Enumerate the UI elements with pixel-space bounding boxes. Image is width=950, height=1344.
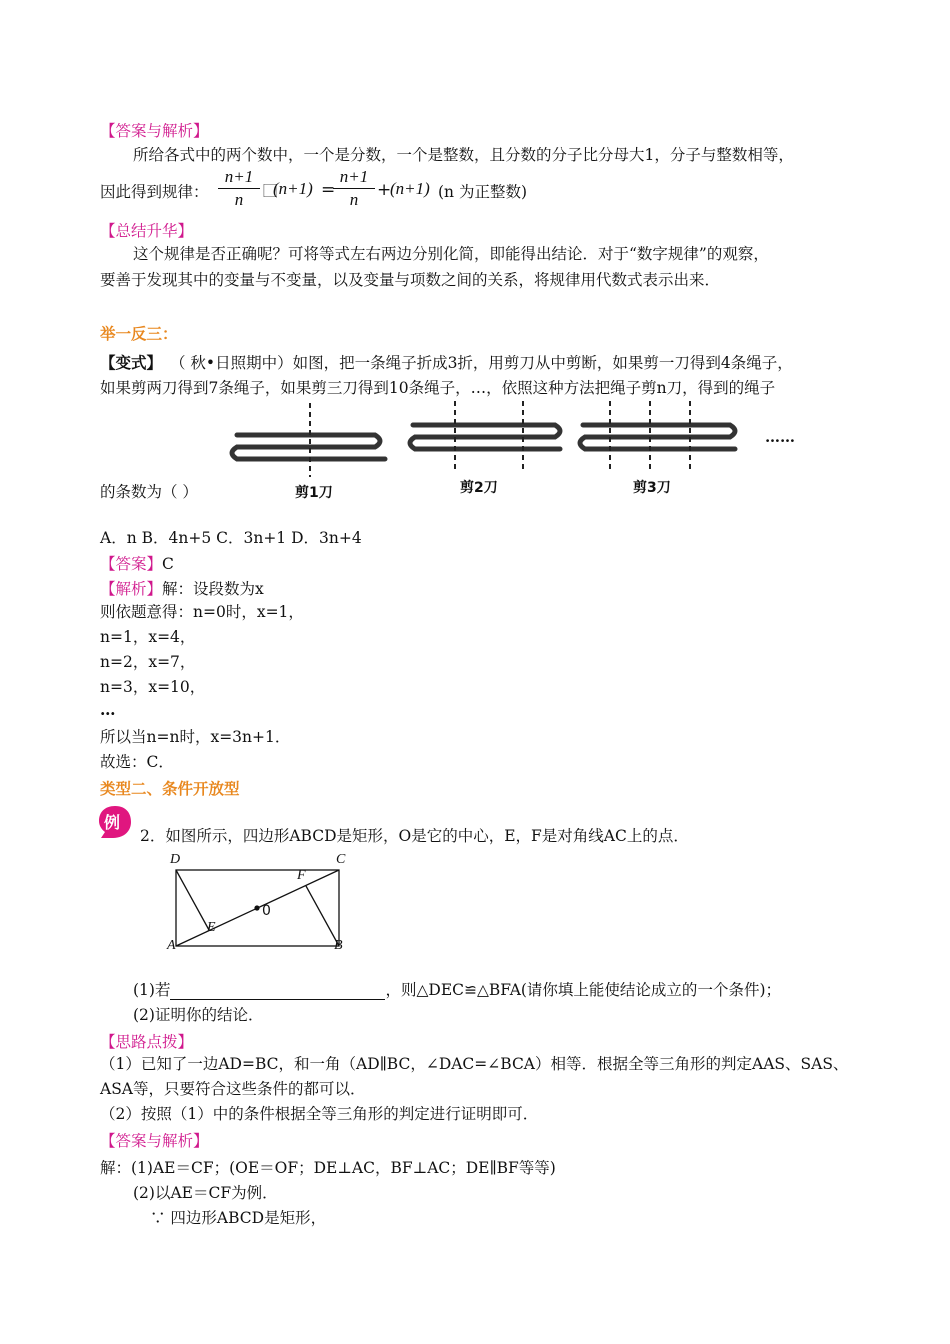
answer-value: C bbox=[162, 555, 174, 573]
answer-options: A．n B．4n+5 C．3n+1 D．3n+4 bbox=[100, 529, 362, 547]
summary-line-2: 要善于发现其中的变量与不变量，以及变量与项数之间的关系，将规律用代数式表示出来． bbox=[100, 271, 721, 289]
cut-label-2: 剪2刀 bbox=[460, 480, 498, 496]
analysis-line-1: 则依题意得：n=0时，x=1， bbox=[100, 603, 304, 621]
answer-label: 【答案】 bbox=[100, 555, 163, 573]
analysis-line-5: … bbox=[100, 700, 116, 719]
example-badge bbox=[97, 804, 133, 840]
question-part-1-suffix: ，则△DEC≌△BFA(请你填上能使结论成立的一个条件)； bbox=[385, 981, 781, 999]
vertex-label-b: B bbox=[334, 938, 343, 953]
variant-label: 【变式】 bbox=[100, 353, 163, 372]
continuation-dots: …… bbox=[765, 428, 795, 446]
center-point-o bbox=[254, 905, 259, 910]
summary-line-1: 这个规律是否正确呢？可将等式左右两边分别化简，即能得出结论．对于“数字规律”的观察， bbox=[133, 245, 769, 263]
frac-denominator: n bbox=[234, 190, 244, 209]
answer-row bbox=[100, 552, 174, 574]
analysis-line-3: n=2，x=7， bbox=[100, 653, 196, 671]
segment-bf bbox=[306, 886, 339, 946]
point-label-e: E bbox=[207, 920, 216, 935]
rectangle-figure bbox=[160, 850, 360, 960]
operator-box: ⃞ bbox=[263, 184, 277, 200]
question-part-2: (2)证明你的结论． bbox=[133, 1006, 264, 1024]
analysis-line-4: n=3，x=10， bbox=[100, 678, 206, 696]
analysis-line-7: 故选：C． bbox=[100, 753, 174, 771]
point-label-o: 0 bbox=[262, 903, 271, 919]
rope-1 bbox=[232, 435, 385, 459]
variant-question-line-1: （ 秋•日照期中）如图，把一条绳子折成3折，用剪刀从中剪断，如果剪一刀得到4条绳子， bbox=[170, 354, 793, 372]
formula-paren-2: (n+1) bbox=[390, 179, 430, 198]
answer-analysis-header-2: 【答案与解析】 bbox=[100, 1132, 209, 1150]
frac-numerator-2: n+1 bbox=[339, 167, 369, 186]
summary-header: 【总结升华】 bbox=[100, 222, 194, 240]
question-part-1-prefix: (1)若 bbox=[133, 981, 171, 999]
variant-question-line-2: 如果剪两刀得到7条绳子，如果剪三刀得到10条绳子，…，依照这种方法把绳子剪n刀，得到的绳子 bbox=[100, 379, 776, 397]
vertex-label-c: C bbox=[336, 852, 346, 867]
vertex-label-a: A bbox=[167, 938, 176, 953]
variant-question-line-3: 的条数为（ ） bbox=[100, 483, 198, 501]
cut-label-1: 剪1刀 bbox=[295, 485, 333, 501]
formula-note: (n 为正整数) bbox=[438, 183, 528, 201]
example-badge-text: 例 bbox=[104, 813, 121, 832]
hint-line-2: ASA等，只要符合这些条件的都可以． bbox=[100, 1080, 366, 1098]
formula-plus: + bbox=[377, 180, 392, 200]
segment-de bbox=[176, 870, 209, 930]
answer-blank[interactable] bbox=[170, 985, 385, 1000]
solution-line-1: 解：(1)AE＝CF；(OE＝OF；DE⊥AC，BF⊥AC；DE∥BF等等) bbox=[100, 1159, 556, 1177]
frac-numerator: n+1 bbox=[224, 167, 254, 186]
analysis-paragraph-1: 所给各式中的两个数中，一个是分数，一个是整数，且分数的分子比分母大1，分子与整数相等， bbox=[133, 146, 794, 164]
rope-2 bbox=[410, 425, 560, 449]
solution-line-3: ∵ 四边形ABCD是矩形， bbox=[150, 1209, 327, 1227]
point-label-f: F bbox=[297, 868, 306, 883]
analysis-label: 【解析】 bbox=[100, 580, 163, 598]
formula-paren-1: (n+1) bbox=[273, 179, 313, 198]
hint-line-3: （2）按照（1）中的条件根据全等三角形的判定进行证明即可． bbox=[100, 1105, 539, 1123]
analysis-line-6: 所以当n=n时，x=3n+1． bbox=[100, 728, 291, 746]
answer-analysis-header-1: 【答案与解析】 bbox=[100, 122, 209, 140]
type-two-heading: 类型二、条件开放型 bbox=[100, 780, 240, 798]
frac-denominator-2: n bbox=[349, 190, 359, 209]
analysis-row bbox=[100, 577, 264, 599]
analysis-line-2: n=1，x=4， bbox=[100, 628, 196, 646]
rope-3 bbox=[580, 425, 735, 449]
analysis-text: 解：设段数为x bbox=[162, 580, 264, 598]
hint-header: 【思路点拨】 bbox=[100, 1033, 194, 1051]
cut-label-3: 剪3刀 bbox=[633, 480, 671, 496]
question-part-1 bbox=[133, 980, 781, 1000]
rule-prefix: 因此得到规律： bbox=[100, 183, 209, 201]
formula-equals: = bbox=[321, 180, 336, 200]
practice-heading: 举一反三： bbox=[100, 325, 178, 343]
vertex-label-d: D bbox=[170, 852, 181, 867]
example-problem: 2．如图所示，四边形ABCD是矩形，O是它的中心，E，F是对角线AC上的点． bbox=[140, 827, 689, 845]
hint-line-1: （1）已知了一边AD=BC，和一角（AD∥BC，∠DAC=∠BCA）相等．根据全等三角形的判定AAS、SAS、 bbox=[100, 1055, 849, 1073]
solution-line-2: (2)以AE＝CF为例． bbox=[133, 1184, 278, 1202]
